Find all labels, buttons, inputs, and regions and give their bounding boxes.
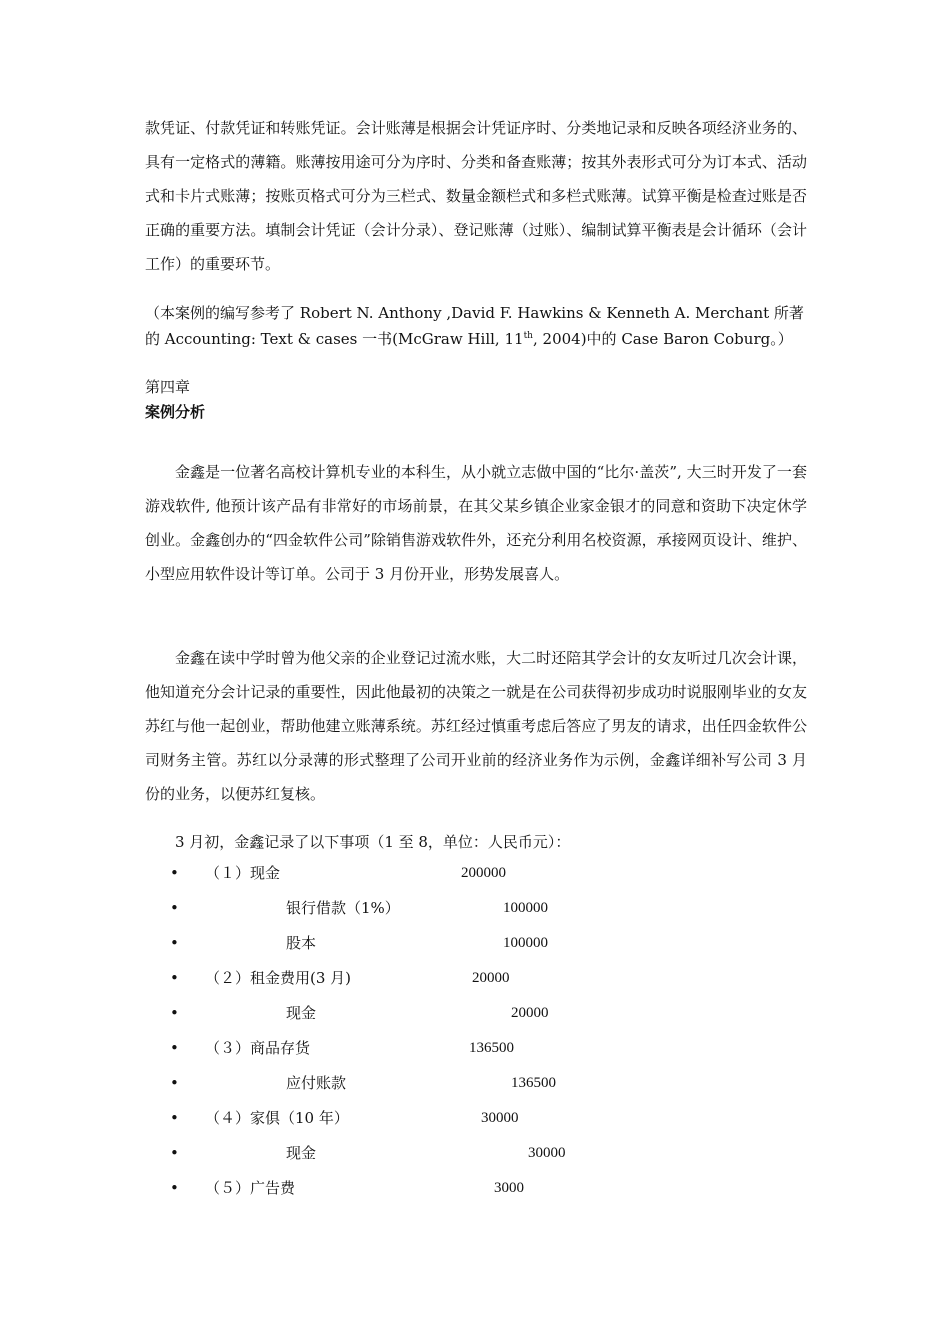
entry-credit-account: 现金 [286,1004,317,1022]
reference-note-text-end: , 2004)中的 Case Baron Coburg。） [532,330,793,348]
entry-debit-account: （２）租金费用(3 月) [205,969,352,987]
entry-credit-account: 股本 [286,934,317,952]
entry-debit-account: （３）商品存货 [205,1039,311,1057]
entry-amount: 20000 [511,1005,549,1021]
entry-amount: 100000 [503,900,548,916]
chapter-label: 第四章 [145,378,191,396]
entry-debit-account: （４）家俱（10 年） [205,1109,349,1127]
list-bullet: • [170,969,179,987]
list-bullet: • [170,1074,179,1092]
case-paragraph-founding: 金鑫是一位著名高校计算机专业的本科生，从小就立志做中国的“比尔·盖茨”, 大三时开发了一套游戏软件, 他预计该产品有非常好的市场前景，在其父某乡镇企业家金银才的同意和资助下决定休学创业。金鑫创办的“四金软件公司”除销售游戏软件外，还充分利用名校资源，承接网页设计、维护、小型应用软件设计等订单。公司于 3 月份开业，形势发展喜人。 [145,463,807,583]
entry-credit-account: 应付账款 [286,1074,347,1092]
entry-amount: 136500 [511,1075,556,1091]
accounting-records-paragraph: 款凭证、付款凭证和转账凭证。会计账薄是根据会计凭证序时、分类地记录和反映各项经济业务的、具有一定格式的薄籍。账薄按用途可分为序时、分类和备查账薄；按其外表形式可分为订本式、活动式和卡片式账薄；按账页格式可分为三栏式、数量金额栏式和多栏式账薄。试算平衡是检查过账是否正确的重要方法。填制会计凭证（会计分录）、登记账薄（过账）、编制试算平衡表是会计循环（会计工作）的重要环节。 [145,119,807,273]
entry-amount: 3000 [494,1180,524,1196]
list-bullet: • [170,1004,179,1022]
entry-credit-account: 现金 [286,1144,317,1162]
reference-note-superscript: th [523,331,533,341]
entry-amount: 136500 [469,1040,514,1056]
entry-credit-account: 银行借款（1%） [286,899,400,917]
list-bullet: • [170,1109,179,1127]
entry-amount: 20000 [472,970,510,986]
list-bullet: • [170,899,179,917]
list-bullet: • [170,1039,179,1057]
reference-note [145,300,807,352]
list-bullet: • [170,1144,179,1162]
entry-amount: 100000 [503,935,548,951]
case-paragraph-bookkeeping: 金鑫在读中学时曾为他父亲的企业登记过流水账，大二时还陪其学会计的女友听过几次会计课，他知道充分会计记录的重要性，因此他最初的决策之一就是在公司获得初步成功时说服刚毕业的女友苏红与他一起创业，帮助他建立账薄系统。苏红经过慎重考虑后答应了男友的请求，出任四金软件公司财务主管。苏红以分录薄的形式整理了公司开业前的经济业务作为示例，金鑫详细补写公司 3 月份的业务，以便苏红复核。 [145,649,807,803]
section-title: 案例分析 [145,403,206,421]
reference-note-text: （本案例的编写参考了 Robert N. Anthony ,David F. Hawkins & Kenneth A. Merchant 所著的 Accounting: Text & cases 一书(McGraw Hill, 11 [145,304,804,348]
entry-debit-account: （１）现金 [205,864,281,882]
entry-amount: 30000 [481,1110,519,1126]
entry-amount: 200000 [461,865,506,881]
entry-amount: 30000 [528,1145,566,1161]
entry-debit-account: （５）广告费 [205,1179,296,1197]
transactions-intro: 3 月初，金鑫记录了以下事项（1 至 8，单位：人民币元）： [175,833,571,851]
list-bullet: • [170,1179,179,1197]
list-bullet: • [170,934,179,952]
list-bullet: • [170,864,179,882]
